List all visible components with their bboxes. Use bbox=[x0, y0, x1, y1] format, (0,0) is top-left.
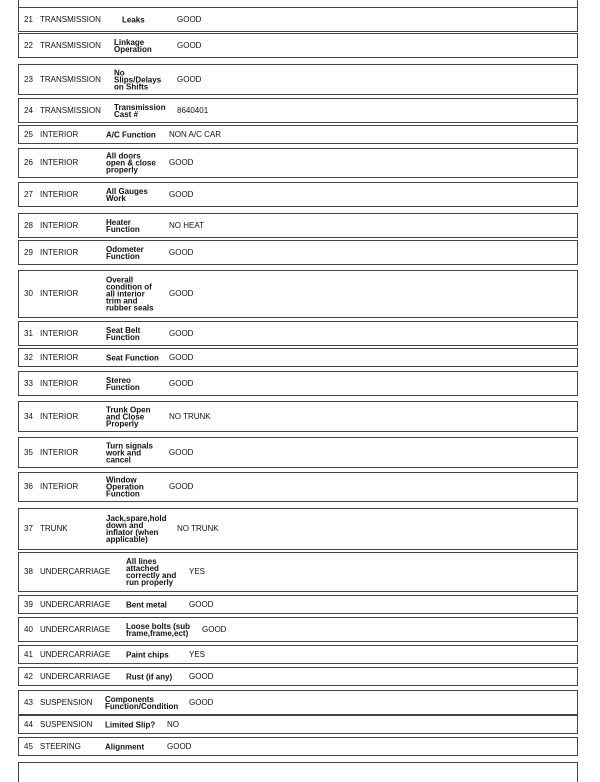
row-item: All doors open & close properly bbox=[106, 151, 156, 175]
row-result: NO TRUNK bbox=[169, 411, 211, 421]
row-result: GOOD bbox=[177, 74, 202, 84]
row-result: NO HEAT bbox=[169, 220, 204, 230]
row-category: UNDERCARRIAGE bbox=[40, 599, 111, 609]
table-row bbox=[18, 33, 578, 58]
row-result: GOOD bbox=[202, 624, 227, 634]
row-category: TRUNK bbox=[40, 524, 68, 533]
table-row bbox=[18, 125, 578, 144]
row-category: TRANSMISSION bbox=[40, 74, 101, 84]
table-row bbox=[18, 690, 578, 715]
row-number: 41 bbox=[24, 649, 33, 659]
row-item: Seat Function bbox=[106, 353, 159, 362]
row-number: 34 bbox=[24, 411, 33, 421]
table-row bbox=[18, 148, 578, 178]
row-category: SUSPENSION bbox=[40, 719, 93, 729]
row-category: INTERIOR bbox=[40, 447, 79, 457]
row-number: 35 bbox=[24, 447, 33, 457]
row-category: STEERING bbox=[40, 741, 81, 751]
row-number: 36 bbox=[24, 482, 33, 491]
table-row bbox=[18, 472, 578, 502]
row-result: YES bbox=[189, 567, 206, 576]
row-result: GOOD bbox=[189, 671, 214, 681]
row-result: GOOD bbox=[169, 289, 194, 298]
row-item: Components Function/Condition bbox=[105, 694, 179, 711]
row-item: Loose bolts (sub frame,frame,ect) bbox=[126, 621, 190, 638]
row-number: 42 bbox=[24, 671, 33, 681]
row-category: INTERIOR bbox=[40, 129, 79, 139]
row-category: INTERIOR bbox=[40, 411, 79, 421]
row-result: GOOD bbox=[169, 158, 194, 167]
row-result: GOOD bbox=[169, 189, 194, 199]
row-item: A/C Function bbox=[106, 130, 156, 139]
row-number: 28 bbox=[24, 220, 33, 230]
row-item: Transmission Cast # bbox=[114, 102, 166, 119]
table-row bbox=[18, 667, 578, 686]
row-category: INTERIOR bbox=[40, 482, 79, 491]
row-number: 40 bbox=[24, 624, 33, 634]
row-number: 43 bbox=[24, 697, 33, 707]
row-item: Stereo Function bbox=[106, 375, 140, 392]
row-result: GOOD bbox=[169, 378, 194, 388]
row-item: Leaks bbox=[122, 15, 145, 24]
row-item: Window Operation Function bbox=[106, 475, 144, 499]
row-number: 39 bbox=[24, 599, 33, 609]
row-item: Turn signals work and cancel bbox=[106, 441, 153, 464]
row-category: UNDERCARRIAGE bbox=[40, 624, 111, 634]
table-row bbox=[18, 371, 578, 396]
row-category: UNDERCARRIAGE bbox=[40, 649, 111, 659]
row-number: 38 bbox=[24, 567, 33, 576]
row-category: TRANSMISSION bbox=[40, 105, 101, 115]
table-row bbox=[18, 508, 578, 550]
row-result: GOOD bbox=[177, 40, 202, 50]
row-item: Heater Function bbox=[106, 217, 140, 234]
row-item: Trunk Open and Close Properly bbox=[106, 405, 151, 428]
row-result: GOOD bbox=[169, 482, 194, 491]
row-item: Alignment bbox=[105, 742, 145, 751]
row-number: 33 bbox=[24, 378, 33, 388]
row-category: INTERIOR bbox=[40, 328, 79, 338]
row-result: GOOD bbox=[169, 352, 194, 362]
table-row bbox=[18, 270, 578, 318]
row-result: GOOD bbox=[169, 328, 194, 338]
row-result: NO TRUNK bbox=[177, 524, 219, 533]
row-item: All Gauges Work bbox=[106, 186, 148, 203]
table-row bbox=[18, 401, 578, 432]
row-number: 30 bbox=[24, 289, 33, 298]
row-result: NON A/C CAR bbox=[169, 129, 222, 139]
table-row bbox=[18, 437, 578, 468]
row-result: GOOD bbox=[169, 447, 194, 457]
row-item: Jack,spare,hold down and inflator (when applicable) bbox=[106, 514, 167, 544]
row-number: 21 bbox=[24, 14, 33, 24]
row-item: Seat Belt Function bbox=[106, 325, 141, 342]
row-item: Paint chips bbox=[126, 650, 169, 659]
row-number: 29 bbox=[24, 247, 33, 257]
table-row bbox=[18, 737, 578, 756]
row-number: 32 bbox=[24, 352, 33, 362]
row-item: Linkage Operation bbox=[114, 37, 152, 54]
row-category: INTERIOR bbox=[40, 247, 79, 257]
row-category: UNDERCARRIAGE bbox=[40, 671, 111, 681]
row-number: 27 bbox=[24, 189, 33, 199]
table-row bbox=[18, 182, 578, 207]
row-result: YES bbox=[189, 649, 206, 659]
row-item: Bent metal bbox=[126, 600, 167, 609]
row-category: INTERIOR bbox=[40, 158, 79, 167]
row-number: 24 bbox=[24, 105, 33, 115]
row-number: 26 bbox=[24, 158, 33, 167]
row-number: 44 bbox=[24, 719, 33, 729]
row-item: All lines attached correctly and run properly bbox=[126, 557, 177, 587]
row-category: TRANSMISSION bbox=[40, 14, 101, 24]
table-row bbox=[18, 213, 578, 238]
table-bottom-edge bbox=[18, 762, 578, 782]
table-row bbox=[18, 617, 578, 642]
row-item: Overall condition of all interior trim and rubber seals bbox=[106, 275, 154, 313]
row-item: No Slips/Delays on Shifts bbox=[114, 68, 162, 91]
table-row bbox=[18, 64, 578, 95]
table-row bbox=[18, 98, 578, 123]
row-category: UNDERCARRIAGE bbox=[40, 567, 111, 576]
row-result: GOOD bbox=[189, 697, 214, 707]
row-category: INTERIOR bbox=[40, 220, 79, 230]
row-result: GOOD bbox=[189, 599, 214, 609]
row-result: 8640401 bbox=[177, 105, 209, 115]
row-category: INTERIOR bbox=[40, 352, 79, 362]
row-result: GOOD bbox=[169, 247, 194, 257]
table-row bbox=[18, 715, 578, 734]
row-category: TRANSMISSION bbox=[40, 40, 101, 50]
row-number: 23 bbox=[24, 74, 33, 84]
row-result: GOOD bbox=[167, 741, 192, 751]
table-row bbox=[18, 645, 578, 664]
row-category: INTERIOR bbox=[40, 289, 79, 298]
row-number: 45 bbox=[24, 741, 33, 751]
row-result: NO bbox=[167, 719, 179, 729]
table-row bbox=[18, 240, 578, 265]
row-result: GOOD bbox=[177, 14, 202, 24]
table-row bbox=[18, 595, 578, 614]
table-row bbox=[18, 348, 578, 367]
row-number: 37 bbox=[24, 524, 33, 533]
row-item: Rust (if any) bbox=[126, 672, 173, 681]
table-row bbox=[18, 552, 578, 592]
row-item: Odometer Function bbox=[106, 244, 144, 261]
table-row bbox=[18, 321, 578, 346]
row-number: 22 bbox=[24, 40, 33, 50]
table-row bbox=[18, 7, 578, 32]
row-category: INTERIOR bbox=[40, 378, 79, 388]
row-category: SUSPENSION bbox=[40, 697, 93, 707]
row-item: Limited Slip? bbox=[105, 720, 156, 729]
row-number: 25 bbox=[24, 129, 33, 139]
row-category: INTERIOR bbox=[40, 189, 79, 199]
row-number: 31 bbox=[24, 328, 33, 338]
